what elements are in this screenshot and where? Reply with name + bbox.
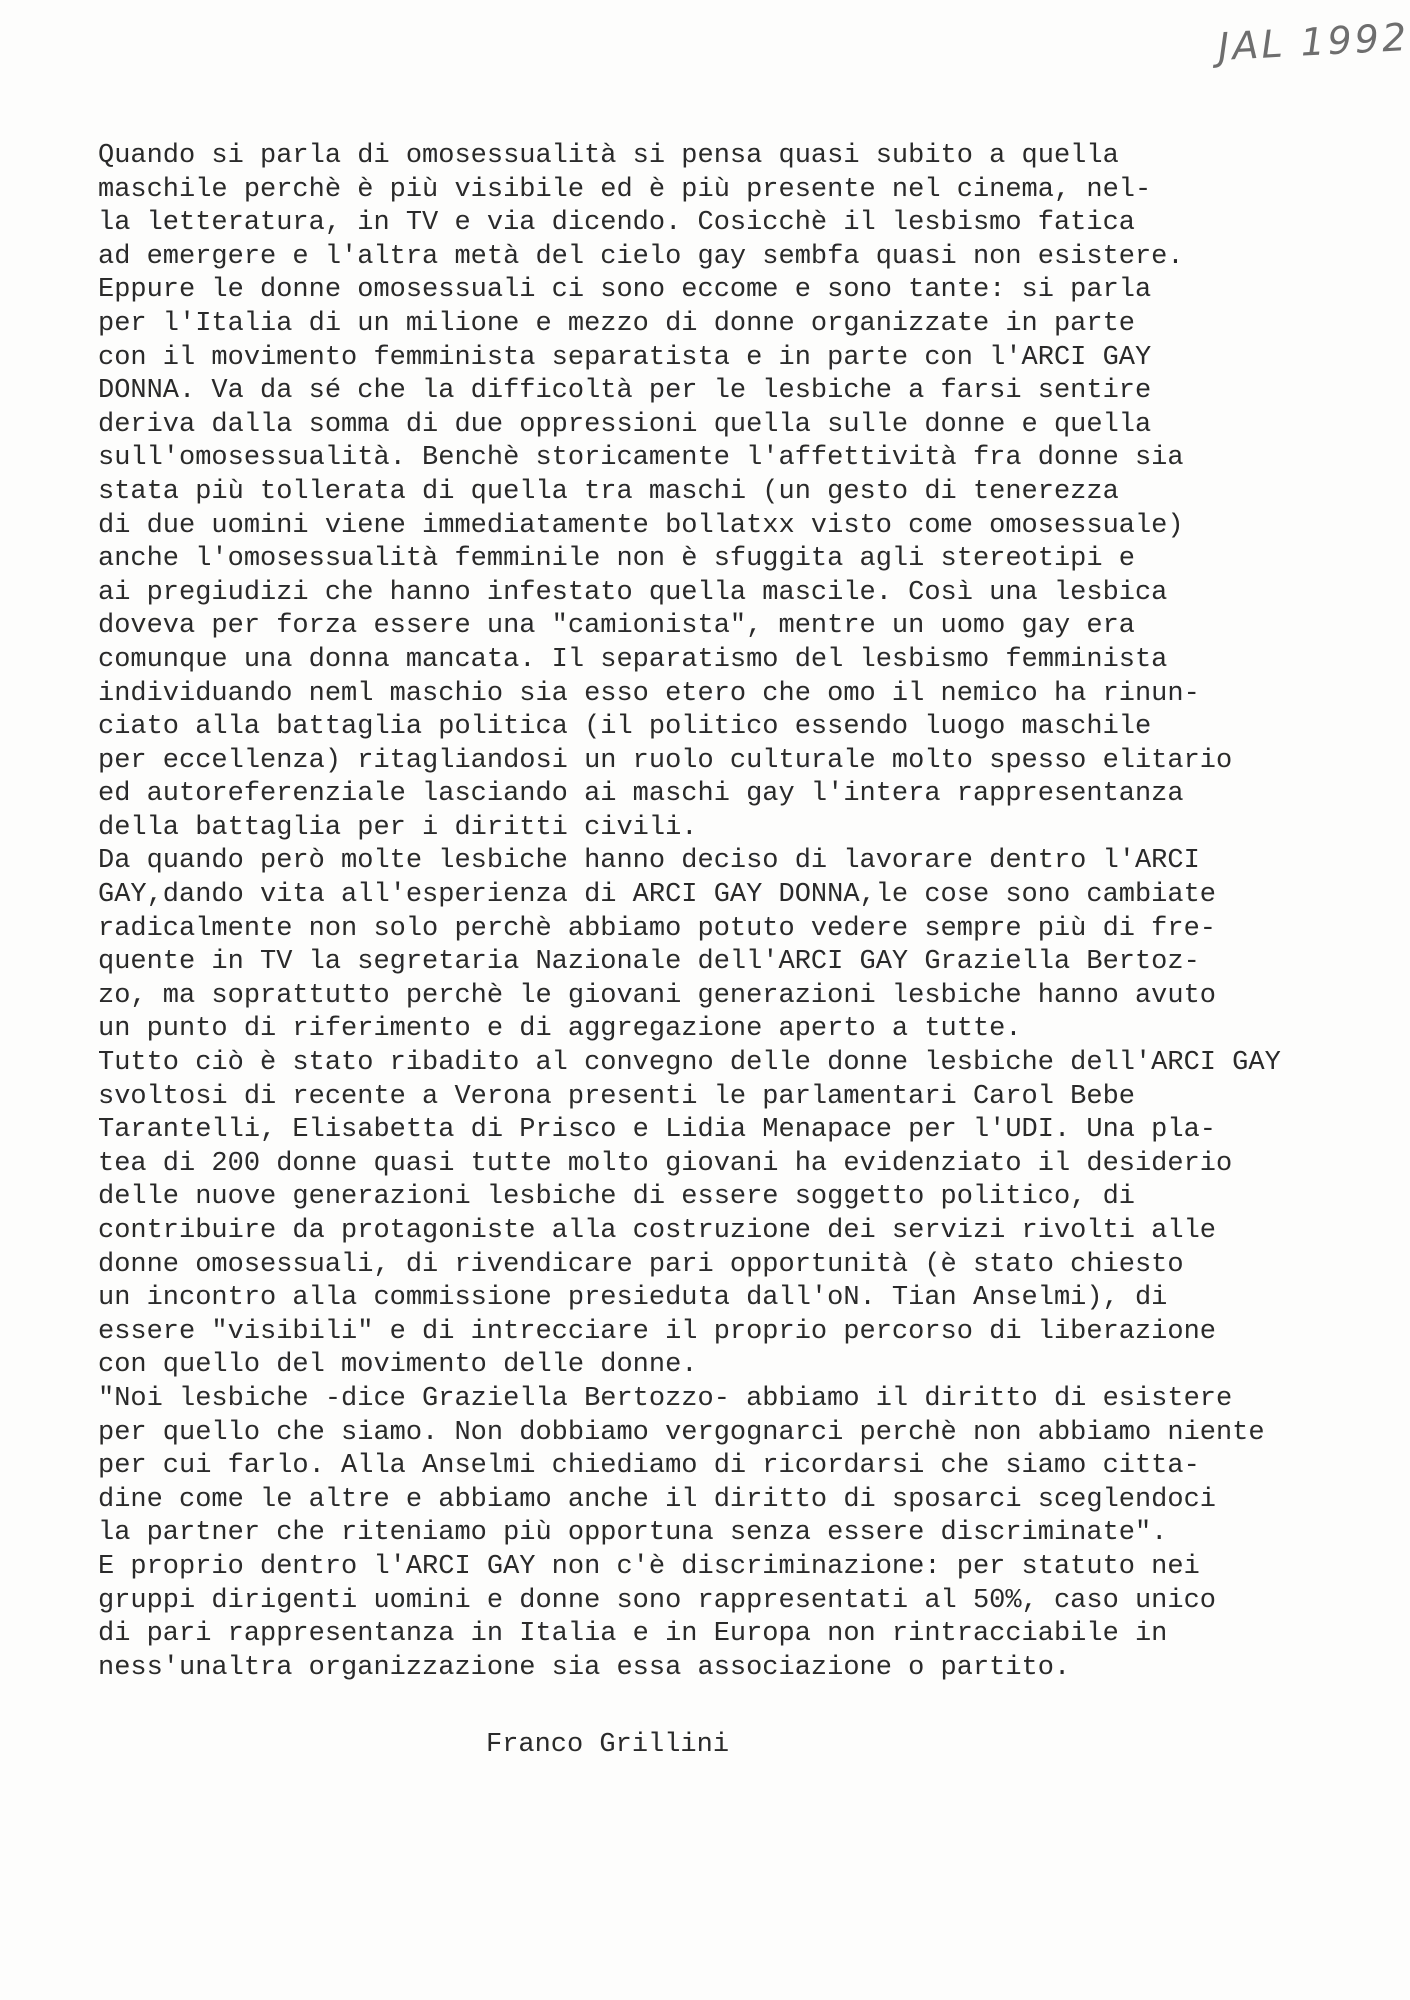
article-line: gruppi dirigenti uomini e donne sono rappresentati al 50%, caso unico xyxy=(98,1585,1216,1616)
article-line: anche l'omosessualità femminile non è sfuggita agli stereotipi e xyxy=(98,544,1135,575)
article-line: Tarantelli, Elisabetta di Prisco e Lidia Menapace per l'UDI. Una pla- xyxy=(98,1115,1216,1146)
article-line: di pari rappresentanza in Italia e in Europa non rintracciabile in xyxy=(98,1619,1168,1650)
article-line: di due uomini viene immediatamente bollatxx visto come omosessuale) xyxy=(98,510,1184,541)
article-line: un punto di riferimento e di aggregazione aperto a tutte. xyxy=(98,1014,1022,1045)
article-line: stata più tollerata di quella tra maschi (un gesto di tenerezza xyxy=(98,476,1119,507)
article-line: radicalmente non solo perchè abbiamo potuto vedere sempre più di fre- xyxy=(98,913,1216,944)
article-line: tea di 200 donne quasi tutte molto giovani ha evidenziato il desiderio xyxy=(98,1148,1233,1179)
article-line: per l'Italia di un milione e mezzo di donne organizzate in parte xyxy=(98,308,1135,339)
article-line: zo, ma soprattutto perchè le giovani generazioni lesbiche hanno avuto xyxy=(98,980,1216,1011)
article-line: maschile perchè è più visibile ed è più presente nel cinema, nel- xyxy=(98,174,1152,205)
article-line: delle nuove generazioni lesbiche di essere soggetto politico, di xyxy=(98,1182,1135,1213)
handwritten-date-annotation: JAL 1992 xyxy=(1216,15,1410,69)
article-line: con il movimento femminista separatista e in parte con l'ARCI GAY xyxy=(98,342,1152,373)
article-line: contribuire da protagoniste alla costruzione dei servizi rivolti alle xyxy=(98,1216,1216,1246)
article-line: Da quando però molte lesbiche hanno deciso di lavorare dentro l'ARCI xyxy=(98,846,1200,877)
article-line: con quello del movimento delle donne. xyxy=(98,1350,698,1381)
article-line: donne omosessuali, di rivendicare pari opportunità (è stato chiesto xyxy=(98,1249,1184,1280)
article-line: la partner che riteniamo più opportuna senza essere discriminate". xyxy=(98,1518,1168,1549)
article-line: E proprio dentro l'ARCI GAY non c'è discriminazione: per statuto nei xyxy=(98,1551,1200,1582)
article-line: ciato alla battaglia politica (il politico essendo luogo maschile xyxy=(98,712,1152,743)
article-line: doveva per forza essere una "camionista", mentre un uomo gay era xyxy=(98,611,1135,642)
article-line: ed autoreferenziale lasciando ai maschi gay l'intera rappresentanza xyxy=(98,779,1184,810)
article-line: DONNA. Va da sé che la difficoltà per le lesbiche a farsi sentire xyxy=(98,376,1152,407)
article-line: un incontro alla commissione presieduta dall'oN. Tian Anselmi), di xyxy=(98,1283,1168,1314)
article-line: ness'unaltra organizzazione sia essa associazione o partito. xyxy=(98,1652,1071,1683)
article-body xyxy=(98,140,1398,1685)
article-line: della battaglia per i diritti civili. xyxy=(98,812,698,843)
author-signature: Franco Grillini xyxy=(486,1730,730,1760)
article-line: ad emergere e l'altra metà del cielo gay sembfa quasi non esistere. xyxy=(98,241,1184,272)
article-line: quente in TV la segretaria Nazionale dell'ARCI GAY Graziella Bertoz- xyxy=(98,947,1200,978)
article-line: ai pregiudizi che hanno infestato quella mascile. Così una lesbica xyxy=(98,577,1168,608)
article-line: per quello che siamo. Non dobbiamo vergognarci perchè non abbiamo niente xyxy=(98,1417,1265,1448)
article-line: per cui farlo. Alla Anselmi chiediamo di ricordarsi che siamo citta- xyxy=(98,1451,1200,1482)
article-line: per eccellenza) ritagliandosi un ruolo culturale molto spesso elitario xyxy=(98,745,1233,776)
article-line: Quando si parla di omosessualità si pensa quasi subito a quella xyxy=(98,141,1119,171)
article-line: dine come le altre e abbiamo anche il diritto di sposarci sceglendoci xyxy=(98,1484,1216,1515)
article-line: la letteratura, in TV e via dicendo. Cosicchè il lesbismo fatica xyxy=(98,208,1135,239)
article-line: individuando neml maschio sia esso etero che omo il nemico ha rinun- xyxy=(98,678,1200,709)
article-line: GAY,dando vita all'esperienza di ARCI GAY DONNA,le cose sono cambiate xyxy=(98,880,1216,911)
article-line: svoltosi di recente a Verona presenti le parlamentari Carol Bebe xyxy=(98,1081,1135,1112)
article-line: Eppure le donne omosessuali ci sono eccome e sono tante: si parla xyxy=(98,275,1152,306)
article-line: Tutto ciò è stato ribadito al convegno delle donne lesbiche dell'ARCI GAY xyxy=(98,1048,1281,1079)
article-line: deriva dalla somma di due oppressioni quella sulle donne e quella xyxy=(98,409,1152,440)
article-line: "Noi lesbiche -dice Graziella Bertozzo- abbiamo il diritto di esistere xyxy=(98,1383,1233,1414)
article-line: sull'omosessualità. Benchè storicamente l'affettività fra donne sia xyxy=(98,443,1184,474)
article-line: comunque una donna mancata. Il separatismo del lesbismo femminista xyxy=(98,644,1168,675)
article-line: essere "visibili" e di intrecciare il proprio percorso di liberazione xyxy=(98,1316,1216,1347)
